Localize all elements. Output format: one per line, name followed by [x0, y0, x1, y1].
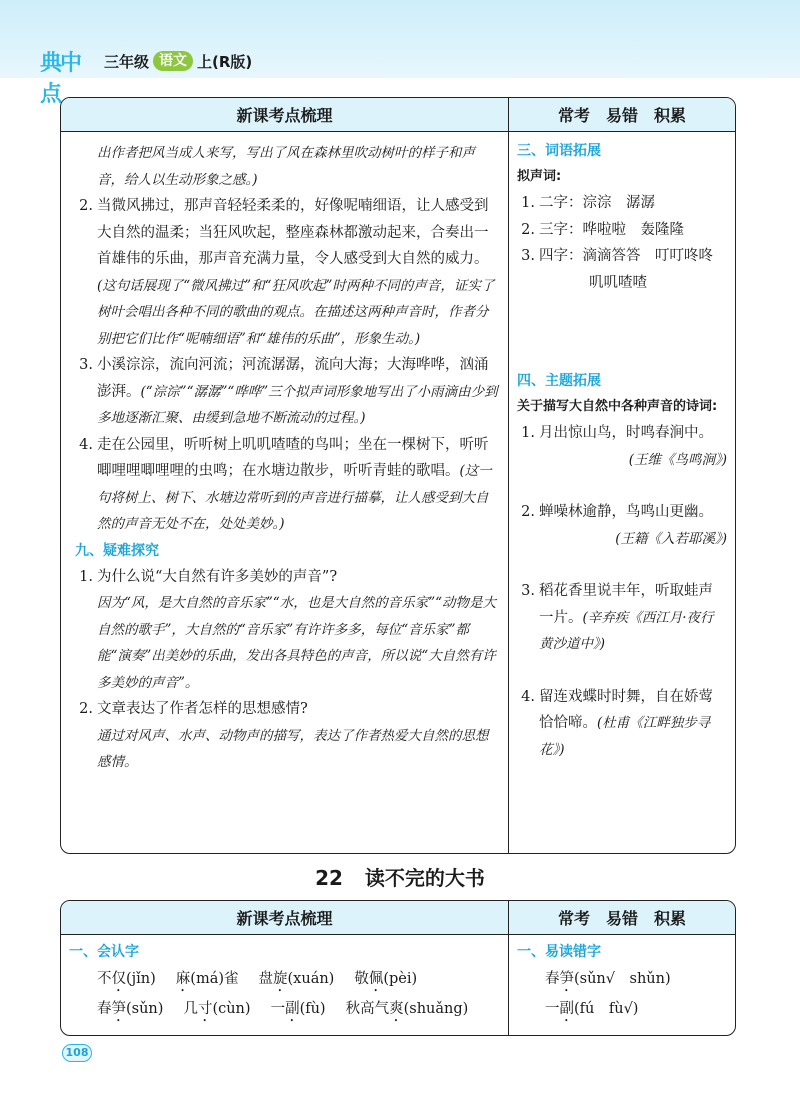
chapter-number: 22 [315, 866, 343, 890]
book-title [40, 46, 253, 107]
annotation: 出作者把风当成人来写，写出了风在森林里吹动树叶的样子和声音，给人以生动形象之感。) [97, 145, 475, 188]
char-item: 一副(fú fù√) [545, 1001, 639, 1017]
term-label: 上(R版) [197, 52, 253, 71]
answer: 通过对风声、水声、动物声的描写，表达了作者热爱大自然的思想感情。 [97, 727, 489, 770]
question: 文章表达了作者怎样的思想感情? [97, 701, 308, 717]
table-body [61, 935, 735, 1035]
section-title: 九、疑难探究 [75, 542, 159, 559]
subject-badge: 语文 [153, 51, 193, 71]
section-title: 一、易读错字 [517, 944, 601, 960]
table-header [61, 98, 735, 132]
table-header-right: 常考 易错 积累 [557, 909, 686, 928]
table-body [61, 132, 735, 853]
word-item-continued: 叽叽喳喳 [589, 274, 647, 291]
sub-title: 关于描写大自然中各种声音的诗词: [517, 399, 718, 414]
word-item: 1. 二字：淙淙 潺潺 [521, 195, 655, 211]
char-item: 春笋(sǔn√ shǔn) [545, 971, 671, 987]
list-item: 4. 走在公园里，听听树上叽叽喳喳的鸟叫；坐在一棵树下，听听唧哩哩唧哩哩的虫鸣；在水塘边散步，听听青蛙的歌唱。(这一句将树上、树下、水塘边常听到的声音进行描摹，让人感受到大自然的声音无处不在，处处美妙。) [79, 436, 492, 532]
char-item: 敬佩(pèi) [354, 971, 418, 987]
qa-item: 1. 为什么说“大自然有许多美妙的声音”? 因为“风，是大自然的音乐家”“水，也是大自然的音乐家”“动物是大自然的歌手”，大自然的“音乐家”有许许多多，每位“音乐家”都能“演奏”出美妙的乐曲，发出各具特色的声音，所以说“大自然有许多美妙的声音”。 [75, 564, 498, 697]
annotation: (这一句将树上、树下、水塘边常听到的声音进行描摹，让人感受到大自然的声音无处不在，处处美妙。) [97, 463, 492, 532]
char-row [517, 965, 727, 995]
poem-item: 2. 蝉噪林逾静，鸟鸣山更幽。 (王籍《入若耶溪》) [521, 504, 727, 547]
poem-item: 3. 稻花香里说丰年，听取蛙声一片。(辛弃疾《西江月·夜行黄沙道中》) [521, 583, 714, 652]
list-item: 2. 当微风拂过，那声音轻轻柔柔的，好像呢喃细语，让人感受到大自然的温柔；当狂风吹起，整座森林都激动起来，合奏出一首雄伟的乐曲，那声音充满力量，令人感受到大自然的威力。(这句话展现了“微风拂过”和“狂风吹起”时两种不同的声音，证实了树叶会唱出各种不同的歌曲的观点。在描述这两种声音时，作者分别把它们比作“呢喃细语”和“雄伟的乐曲”，形象生动。) [79, 198, 495, 347]
list-item [75, 140, 498, 193]
char-item: 几寸(cùn) [183, 1001, 251, 1017]
char-item: 秋高气爽(shuǎng) [345, 1001, 469, 1017]
char-item: 一副(fù) [270, 1001, 326, 1017]
question: 为什么说“大自然有许多美妙的声音”? [97, 568, 338, 585]
qa-item: 2. 文章表达了作者怎样的思想感情? 通过对风声、水声、动物声的描写，表达了作者热爱大自然的思想感情。 [75, 696, 498, 776]
table-header-left: 新课考点梳理 [61, 98, 509, 131]
char-item: 盘旋(xuán) [258, 971, 335, 987]
left-column [61, 935, 509, 1035]
grade-label: 三年级 [104, 52, 150, 71]
study-table-1 [60, 97, 736, 854]
poem-item: 1. 月出惊山鸟，时鸣春涧中。 (王维《鸟鸣涧》) [521, 425, 727, 468]
annotation: (“淙淙”“潺潺”“哗哗”三个拟声词形象地写出了小雨滴由少到多地逐渐汇聚、由缓到急地不断流动的过程。) [97, 383, 498, 426]
right-column [509, 935, 735, 1035]
char-item: 不仅(jǐn) [97, 971, 156, 987]
section-title: 四、主题拓展 [517, 373, 601, 389]
word-item: 3. 四字：滴滴答答 叮叮咚咚 [521, 248, 713, 264]
char-item: 春笋(sǔn) [97, 1001, 164, 1017]
table-header [61, 901, 735, 935]
list-item: 3. 小溪淙淙，流向河流；河流潺潺，流向大海；大海哗哗，汹涌澎湃。(“淙淙”“潺潺”“哗哗”三个拟声词形象地写出了小雨滴由少到多地逐渐汇聚、由缓到急地不断流动的过程。) [79, 357, 498, 426]
word-item: 2. 三字：哗啦啦 轰隆隆 [521, 221, 684, 238]
left-column [61, 132, 509, 853]
char-row [69, 965, 498, 995]
chapter-title: 读不完的大书 [364, 866, 485, 890]
study-table-2 [60, 900, 736, 1036]
right-column [509, 132, 735, 853]
chapter-heading [0, 862, 800, 891]
section-title: 一、会认字 [69, 944, 139, 960]
char-row [69, 995, 498, 1025]
page-number: 108 [62, 1044, 92, 1062]
poem-item: 4. 留连戏蝶时时舞，自在娇莺恰恰啼。(杜甫《江畔独步寻花》) [521, 688, 713, 758]
answer: 因为“风，是大自然的音乐家”“水，也是大自然的音乐家”“动物是大自然的歌手”，大自然的“音乐家”有许许多多，每位“音乐家”都能“演奏”出美妙的乐曲，发出各具特色的声音，所以说“大自然有许多美妙的声音”。 [97, 595, 497, 691]
table-header-right: 常考 易错 积累 [557, 106, 686, 125]
char-row [517, 995, 727, 1025]
annotation: (这句话展现了“微风拂过”和“狂风吹起”时两种不同的声音，证实了树叶会唱出各种不同的歌曲的观点。在描述这两种声音时，作者分别把它们比作“呢喃细语”和“雄伟的乐曲”，形象生动。) [97, 277, 495, 347]
sub-title: 拟声词: [517, 169, 562, 184]
section-title: 三、词语拓展 [517, 143, 601, 159]
brand-logo: 典中点 [40, 51, 81, 107]
table-header-left: 新课考点梳理 [61, 901, 509, 934]
char-item: 麻(má)雀 [175, 971, 239, 987]
